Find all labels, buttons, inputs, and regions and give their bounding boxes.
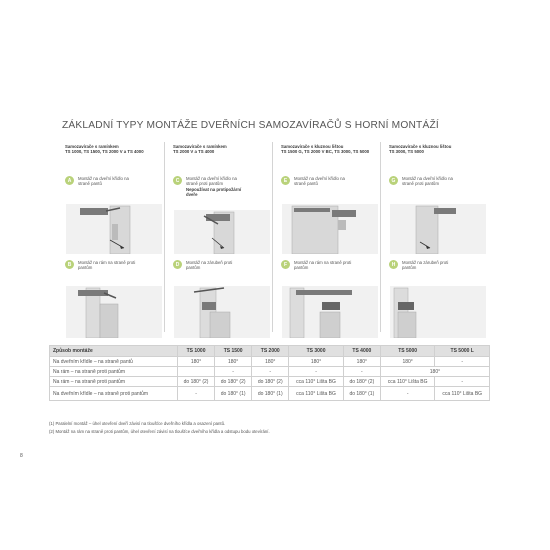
- variant-d: [170, 260, 273, 342]
- column-header: Způsob montáže: [50, 346, 178, 357]
- panel-arm-closer-1: [62, 142, 165, 332]
- variant-g: [386, 176, 489, 258]
- panel-models: TS 1500 G, TS 2000 V BC, TS 3000, TS 5000: [281, 149, 370, 155]
- panel-title: Samozavírače s kluznou lištou: [281, 144, 344, 149]
- column-header: TS 1000: [178, 346, 215, 357]
- door-closer-illustration: [282, 194, 378, 254]
- table-cell: 180°: [289, 357, 344, 367]
- table-cell: do 180° (2): [178, 377, 215, 387]
- door-closer-illustration: [282, 278, 378, 338]
- table-cell: 180°: [252, 357, 289, 367]
- variant-h: [386, 260, 489, 342]
- panel-models: TS 3000, TS 5000: [389, 149, 424, 155]
- table-cell: do 180° (1): [215, 387, 252, 401]
- column-header: TS 5000: [380, 346, 435, 357]
- table-row: [50, 357, 490, 367]
- column-header: TS 3000: [289, 346, 344, 357]
- row-label: Na dveřním křídle – na straně pantů: [50, 357, 178, 367]
- table-cell: -: [252, 367, 289, 377]
- table-cell: -: [215, 367, 252, 377]
- variant-b: [62, 260, 165, 342]
- panel-slide-rail-1: [278, 142, 381, 332]
- variant-e: [278, 176, 381, 258]
- panel-models: TS 2000 V a TS 4000: [173, 149, 215, 155]
- variant-badge: D: [173, 260, 182, 269]
- variant-text: Montáž na zárubeň proti pantům: [186, 260, 233, 271]
- panel-title: Samozavírače s ramínkem: [65, 144, 119, 149]
- variant-text: Montáž na dveřní křídlo na straně pantů: [78, 176, 129, 187]
- variant-badge: A: [65, 176, 74, 185]
- variant-badge: F: [281, 260, 290, 269]
- variant-badge: H: [389, 260, 398, 269]
- variant-a: [62, 176, 165, 258]
- column-header: TS 5000 L: [435, 346, 490, 357]
- table-cell: do 180° (2): [215, 377, 252, 387]
- table-cell: do 180° (1): [343, 387, 380, 401]
- table-cell: cca 110° Lišta BG: [435, 387, 490, 401]
- table-row: [50, 377, 490, 387]
- page-number: 8: [20, 453, 23, 459]
- table-row: [50, 387, 490, 401]
- mounting-panels: [62, 142, 490, 332]
- variant-text: Montáž na dveřní křídlo na straně proti pantům: [402, 176, 453, 187]
- row-label: Na dveřním křídle – na straně proti pantům: [50, 387, 178, 401]
- table-cell: cca 110° Lišta BG: [289, 377, 344, 387]
- variant-badge: B: [65, 260, 74, 269]
- table-cell: -: [178, 387, 215, 401]
- row-label: Na rám – na straně proti pantům: [50, 377, 178, 387]
- table-cell: do 180° (2): [343, 377, 380, 387]
- footnote: (2) Montáž na rám na straně proti pantům, úhel otevření závisí na tloušťce dveřního křídla a odstupu bodu otevírání.: [49, 429, 270, 434]
- panel-slide-rail-2: [386, 142, 489, 332]
- column-header: TS 2000: [252, 346, 289, 357]
- table-header-row: [50, 346, 490, 357]
- door-closer-illustration: [174, 194, 270, 254]
- variant-text: Montáž na rám na straně proti pantům: [78, 260, 136, 271]
- variant-text: Montáž na rám na straně proti pantům: [294, 260, 352, 271]
- table-cell: 180°: [380, 357, 435, 367]
- table-cell: do 180° (1): [252, 387, 289, 401]
- door-closer-illustration: [390, 194, 486, 254]
- door-closer-illustration: [66, 278, 162, 338]
- table-cell: -: [435, 357, 490, 367]
- door-closer-illustration: [390, 278, 486, 338]
- table-cell: [178, 367, 215, 377]
- page-title: ZÁKLADNÍ TYPY MONTÁŽE DVEŘNÍCH SAMOZAVÍRAČŮ S HORNÍ MONTÁŽÍ: [62, 120, 439, 131]
- variant-f: [278, 260, 381, 342]
- footnote: (1) Paralelní montáž – úhel otevření dveří závisí na tloušťce dveřního křídla a osazení pantů.: [49, 421, 226, 426]
- table-cell: 180°: [380, 367, 489, 377]
- table-cell: 180°: [343, 357, 380, 367]
- panel-arm-closer-2: [170, 142, 273, 332]
- table-cell: -: [343, 367, 380, 377]
- table-cell: do 180° (2): [252, 377, 289, 387]
- variant-c: [170, 176, 273, 258]
- footnotes: [49, 420, 490, 436]
- table-cell: 180°: [178, 357, 215, 367]
- panel-title: Samozavírače s ramínkem: [173, 144, 227, 149]
- variant-badge: G: [389, 176, 398, 185]
- row-label: Na rám – na straně proti pantům: [50, 367, 178, 377]
- mounting-spec-table: [49, 345, 490, 401]
- table-row: [50, 367, 490, 377]
- column-header: TS 4000: [343, 346, 380, 357]
- variant-text: Montáž na dveřní křídlo na straně pantů: [294, 176, 345, 187]
- door-closer-illustration: [66, 194, 162, 254]
- variant-text: Montáž na zárubeň proti pantům: [402, 260, 449, 271]
- table-cell: -: [380, 387, 435, 401]
- panel-title: Samozavírače s kluznou lištou: [389, 144, 452, 149]
- variant-badge: C: [173, 176, 182, 185]
- table-cell: -: [289, 367, 344, 377]
- variant-text: Montáž na dveřní křídlo na straně proti pantům Nepoužívat na protipožární dveře: [186, 176, 242, 197]
- table-cell: 180°: [215, 357, 252, 367]
- variant-badge: E: [281, 176, 290, 185]
- panel-models: TS 1000, TS 1500, TS 2000 V a TS 4000: [65, 149, 144, 155]
- column-header: TS 1500: [215, 346, 252, 357]
- table-cell: -: [435, 377, 490, 387]
- door-closer-illustration: [174, 278, 270, 338]
- table-cell: cca 110° Lišta BG: [289, 387, 344, 401]
- table-cell: cca 110° Lišta BG: [380, 377, 435, 387]
